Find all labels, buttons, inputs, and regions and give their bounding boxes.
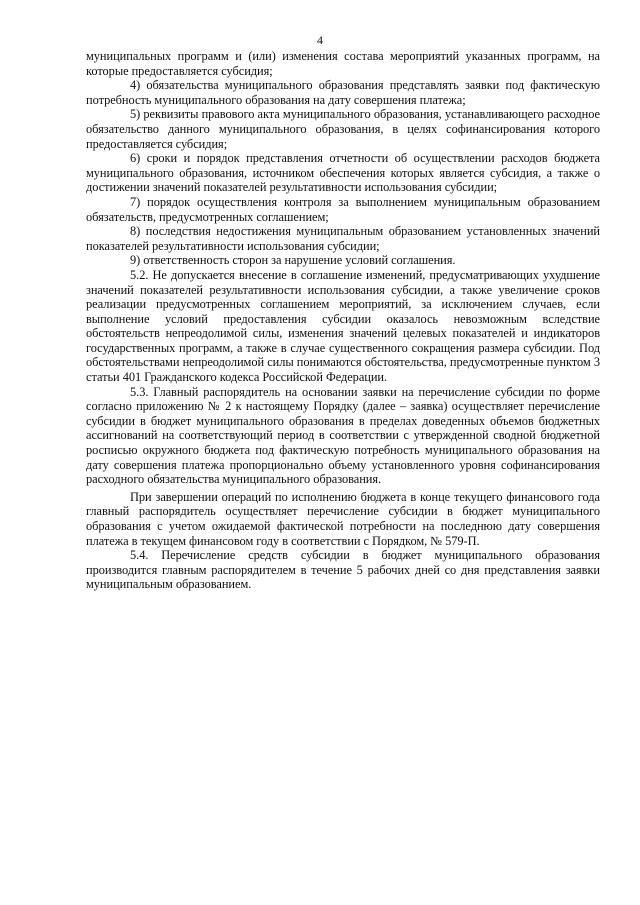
paragraph-item-8: 8) последствия недостижения муниципальным образованием установленных значений показателей результативности использования субсидии; [86, 224, 600, 253]
paragraph-section-5-2: 5.2. Не допускается внесение в соглашение изменений, предусматривающих ухудшение значений показателей результативности использования субсидии, а также увеличение сроков реализации предусмотренных соглашением мероприятий, за исключением случаев, если выполнение условий предоставления субсидии оказалось невозможным вследствие обстоятельств непреодолимой силы, изменения значений целевых показателей и индикаторов государственных программ, а также в случае существенного сокращения размера субсидии. Под обстоятельствами непреодолимой силы понимаются обстоятельства, предусмотренные пунктом 3 статьи 401 Гражданского кодекса Российской Федерации. [86, 267, 600, 385]
paragraph-item-4: 4) обязательства муниципального образования представлять заявки под фактическую потребность муниципального образования на дату совершения платежа; [86, 78, 600, 107]
paragraph-item-6: 6) сроки и порядок представления отчетности об осуществлении расходов бюджета муниципального образования, источником обеспечения которых является субсидия, а также о достижении значений показателей результативности использования субсидии; [86, 151, 600, 195]
paragraph-year-end: При завершении операций по исполнению бюджета в конце текущего финансового года главный распорядитель осуществляет перечисление субсидии в бюджет муниципального образования с учетом ожидаемой фактической потребности на последнюю дату совершения платежа в текущем финансовом году в соответствии с Порядком, № 579-П. [86, 489, 600, 548]
paragraph-item-7: 7) порядок осуществления контроля за выполнением муниципальным образованием обязательств, предусмотренных соглашением; [86, 194, 600, 224]
document-body [86, 49, 600, 592]
paragraph-item-9: 9) ответственность сторон за нарушение условий соглашения. [130, 253, 456, 268]
paragraph-section-5-3: 5.3. Главный распорядитель на основании заявки на перечисление субсидии по форме согласно приложению № 2 к настоящему Порядку (далее – заявка) осуществляет перечисление субсидии в бюджет муниципального образования в пределах доведенных объемов бюджетных ассигнований на соответствующий период в соответствии с утвержденной сводной бюджетной росписью окружного бюджета под фактическую потребность муниципального образования на дату совершения платежа пропорционально объему установленного уровня софинансирования расходного обязательства муниципального образования. [86, 384, 600, 487]
paragraph-continuation: муниципальных программ и (или) изменения состава мероприятий указанных программ, на которые предоставляется субсидия; [86, 49, 600, 78]
paragraph-item-5: 5) реквизиты правового акта муниципального образования, устанавливающего расходное обязательство данного муниципального образования, в целях софинансирования которого предоставляется субсидия; [86, 107, 600, 151]
page-number: 4 [317, 33, 323, 47]
paragraph-section-5-4: 5.4. Перечисление средств субсидии в бюджет муниципального образования производится главным распорядителем в течение 5 рабочих дней со дня представления заявки муниципальным образованием. [86, 548, 600, 592]
